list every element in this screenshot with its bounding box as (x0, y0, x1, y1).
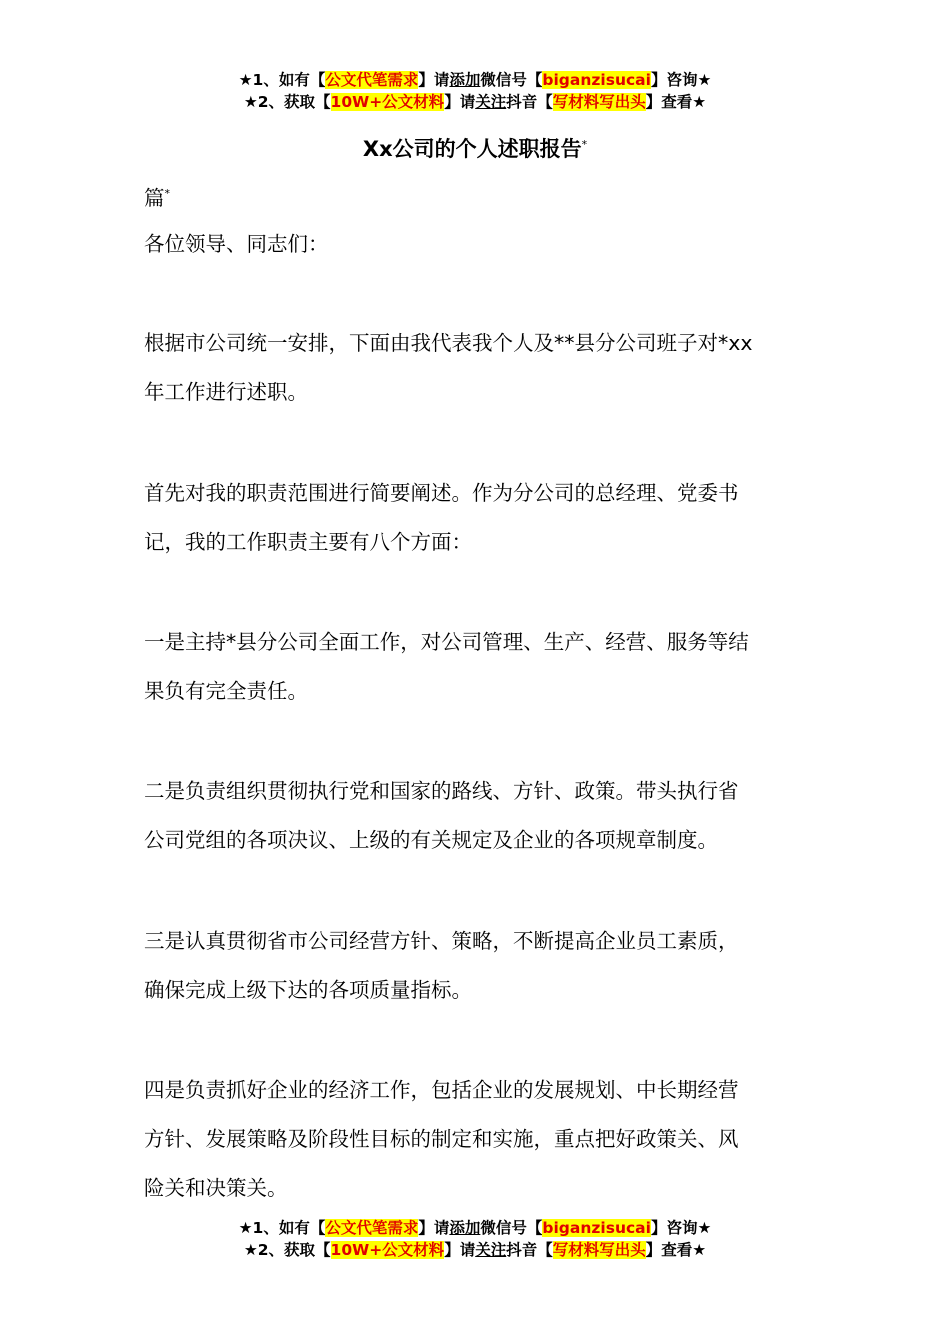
star-icon: ★ (692, 93, 707, 111)
promo-line-1: ★1、如有【公文代笔需求】请添加微信号【biganzisucai】咨询★ (238, 71, 712, 89)
highlight-materials: 10W+公文材料 (330, 93, 445, 111)
document-title: Xx公司的个人述职报告* (362, 137, 588, 161)
star-icon: ★ (692, 1241, 707, 1259)
promo-banner-bottom (0, 1217, 950, 1261)
promo-banner-top (0, 69, 950, 113)
paragraph: 一是主持*县分公司全面工作，对公司管理、生产、经营、服务等结 果负有完全责任。 (144, 630, 749, 703)
highlight-service: 公文代笔需求 (325, 1219, 419, 1237)
promo-line-2: ★2、获取【10W+公文材料】请关注抖音【写材料写出头】查看★ (243, 93, 707, 111)
star-icon: ★ (697, 71, 712, 89)
highlight-douyin: 写材料写出头 (552, 93, 646, 111)
salutation: 各位领导、同志们： (144, 232, 329, 256)
highlight-wechat-id: biganzisucai (542, 1219, 651, 1237)
highlight-douyin: 写材料写出头 (552, 1241, 646, 1259)
star-icon: ★ (238, 71, 253, 89)
section-label: 篇* (144, 185, 170, 210)
paragraph: 首先对我的职责范围进行简要阐述。作为分公司的总经理、党委书 记，我的工作职责主要有八个方面： (144, 481, 739, 554)
star-icon: ★ (697, 1219, 712, 1237)
paragraph: 二是负责组织贯彻执行党和国家的路线、方针、政策。带头执行省 公司党组的各项决议、上级的有关规定及企业的各项规章制度。 (144, 779, 739, 852)
paragraph: 根据市公司统一安排，下面由我代表我个人及**县分公司班子对*xx 年工作进行述职。 (144, 331, 753, 404)
star-icon: ★ (243, 93, 258, 111)
star-icon: ★ (238, 1219, 253, 1237)
highlight-materials: 10W+公文材料 (330, 1241, 445, 1259)
promo-line-2: ★2、获取【10W+公文材料】请关注抖音【写材料写出头】查看★ (243, 1241, 707, 1259)
star-icon: ★ (243, 1241, 258, 1259)
paragraph: 三是认真贯彻省市公司经营方针、策略，不断提高企业员工素质， 确保完成上级下达的各项质量指标。 (144, 929, 739, 1002)
highlight-wechat-id: biganzisucai (542, 71, 651, 89)
promo-line-1: ★1、如有【公文代笔需求】请添加微信号【biganzisucai】咨询★ (238, 1219, 712, 1237)
highlight-service: 公文代笔需求 (325, 71, 419, 89)
document-body (144, 176, 814, 216)
paragraph: 四是负责抓好企业的经济工作，包括企业的发展规划、中长期经营 方针、发展策略及阶段性目标的制定和实施，重点把好政策关、风 险关和决策关。 (144, 1078, 739, 1200)
